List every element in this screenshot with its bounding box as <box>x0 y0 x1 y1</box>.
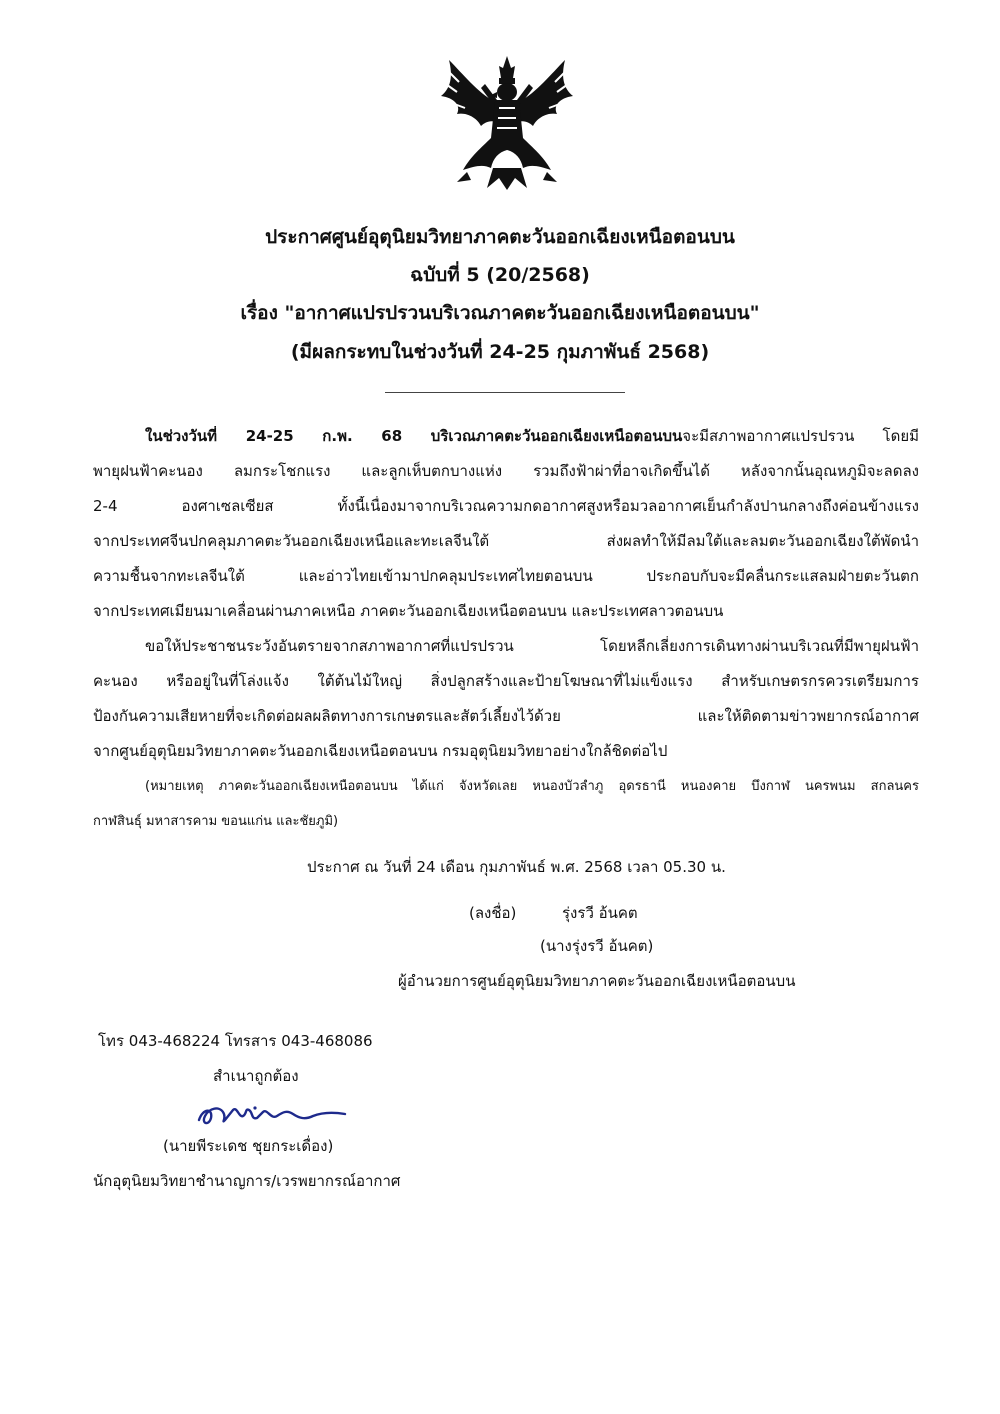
note-line-2: กาฬสินธุ์ มหาสารคาม ขอนแก่น และชัยภูมิ) <box>93 814 339 829</box>
certified-copy-label: สำเนาถูกต้อง <box>213 1067 299 1085</box>
certifier-position: นักอุตุนิยมวิทยาชำนาญการ/เวรพยากรณ์อากาศ <box>93 1172 401 1190</box>
paragraph-1-line-1 <box>145 426 919 446</box>
signatory-full-name: (นางรุ่งรวี อ้นคต) <box>540 937 654 955</box>
title-effective-period: (มีผลกระทบในช่วงวันที่ 24-25 กุมภาพันธ์ 2568) <box>290 341 710 363</box>
title-divider <box>385 392 625 393</box>
paragraph-2-line-3: ป้องกันความเสียหายที่จะเกิดต่อผลผลิตทางการเกษตรและสัตว์เลี้ยงไว้ด้วย และให้ติดตามข่าวพยากรณ์อากาศ <box>93 707 919 725</box>
contact-phone-fax: โทร 043-468224 โทรสาร 043-468086 <box>98 1032 373 1050</box>
paragraph-1-line-6: จากประเทศเมียนมาเคลื่อนผ่านภาคเหนือ ภาคตะวันออกเฉียงเหนือตอนบน และประเทศลาวตอนบน <box>93 602 724 620</box>
paragraph-1-line-3: 2-4 องศาเซลเซียส ทั้งนี้เนื่องมาจากบริเวณความกดอากาศสูงหรือมวลอากาศเย็นกำลังปานกลางถึงค่อนข้างแรง <box>93 497 919 515</box>
announce-date: ประกาศ ณ วันที่ 24 เดือน กุมภาพันธ์ พ.ศ. 2568 เวลา 05.30 น. <box>307 858 726 876</box>
paragraph-2-line-2: คะนอง หรืออยู่ในที่โล่งแจ้ง ใต้ต้นไม้ใหญ่ สิ่งปลูกสร้างและป้ายโฆษณาที่ไม่แข็งแรง สำหรับเกษตรกรควรเตรียมการ <box>93 672 919 690</box>
paragraph-1-line-5: ความชื้นจากทะเลจีนใต้ และอ่าวไทยเข้ามาปกคลุมประเทศไทยตอนบน ประกอบกับจะมีคลื่นกระแสลมฝ่ายตะวันตก <box>93 567 919 585</box>
title-issue-number: ฉบับที่ 5 (20/2568) <box>410 264 590 286</box>
paragraph-2-line-4: จากศูนย์อุตุนิยมวิทยาภาคตะวันออกเฉียงเหนือตอนบน กรมอุตุนิยมวิทยาอย่างใกล้ชิดต่อไป <box>93 742 668 760</box>
handwritten-signature <box>193 1098 353 1130</box>
title-subject: เรื่อง "อากาศแปรปรวนบริเวณภาคตะวันออกเฉียงเหนือตอนบน" <box>240 302 760 324</box>
title-issuer: ประกาศศูนย์อุตุนิยมวิทยาภาคตะวันออกเฉียงเหนือตอนบน <box>265 226 735 248</box>
paragraph-1-line-2: พายุฝนฟ้าคะนอง ลมกระโชกแรง และลูกเห็บตกบางแห่ง รวมถึงฟ้าผ่าที่อาจเกิดขึ้นได้ หลังจากนั้นอุณหภูมิจะลดลง <box>93 462 919 480</box>
signed-label: (ลงชื่อ) <box>469 904 517 922</box>
note-line-1: (หมายเหตุ ภาคตะวันออกเฉียงเหนือตอนบน ได้แก่ จังหวัดเลย หนองบัวลำภู อุดรธานี หนองคาย บึงกาฬ นครพนม สกลนคร <box>145 779 919 794</box>
signed-name: รุ่งรวี อ้นคต <box>562 904 638 922</box>
signatory-position: ผู้อำนวยการศูนย์อุตุนิยมวิทยาภาคตะวันออกเฉียงเหนือตอนบน <box>398 972 796 990</box>
certifier-name: (นายพีระเดช ชุยกระเดื่อง) <box>163 1137 334 1155</box>
paragraph-1-line-4: จากประเทศจีนปกคลุมภาคตะวันออกเฉียงเหนือและทะเลจีนใต้ ส่งผลทำให้มีลมใต้และลมตะวันออกเฉียงใต้พัดนำ <box>93 532 919 550</box>
paragraph-1-line-1-rest: จะมีสภาพอากาศแปรปรวน โดยมี <box>682 427 919 445</box>
paragraph-1-lead: ในช่วงวันที่ 24-25 ก.พ. 68 บริเวณภาคตะวันออกเฉียงเหนือตอนบน <box>145 427 683 445</box>
garuda-emblem-icon <box>437 52 577 192</box>
paragraph-2-line-1: ขอให้ประชาชนระวังอันตรายจากสภาพอากาศที่แปรปรวน โดยหลีกเลี่ยงการเดินทางผ่านบริเวณที่มีพายุฝนฟ้า <box>145 637 919 655</box>
